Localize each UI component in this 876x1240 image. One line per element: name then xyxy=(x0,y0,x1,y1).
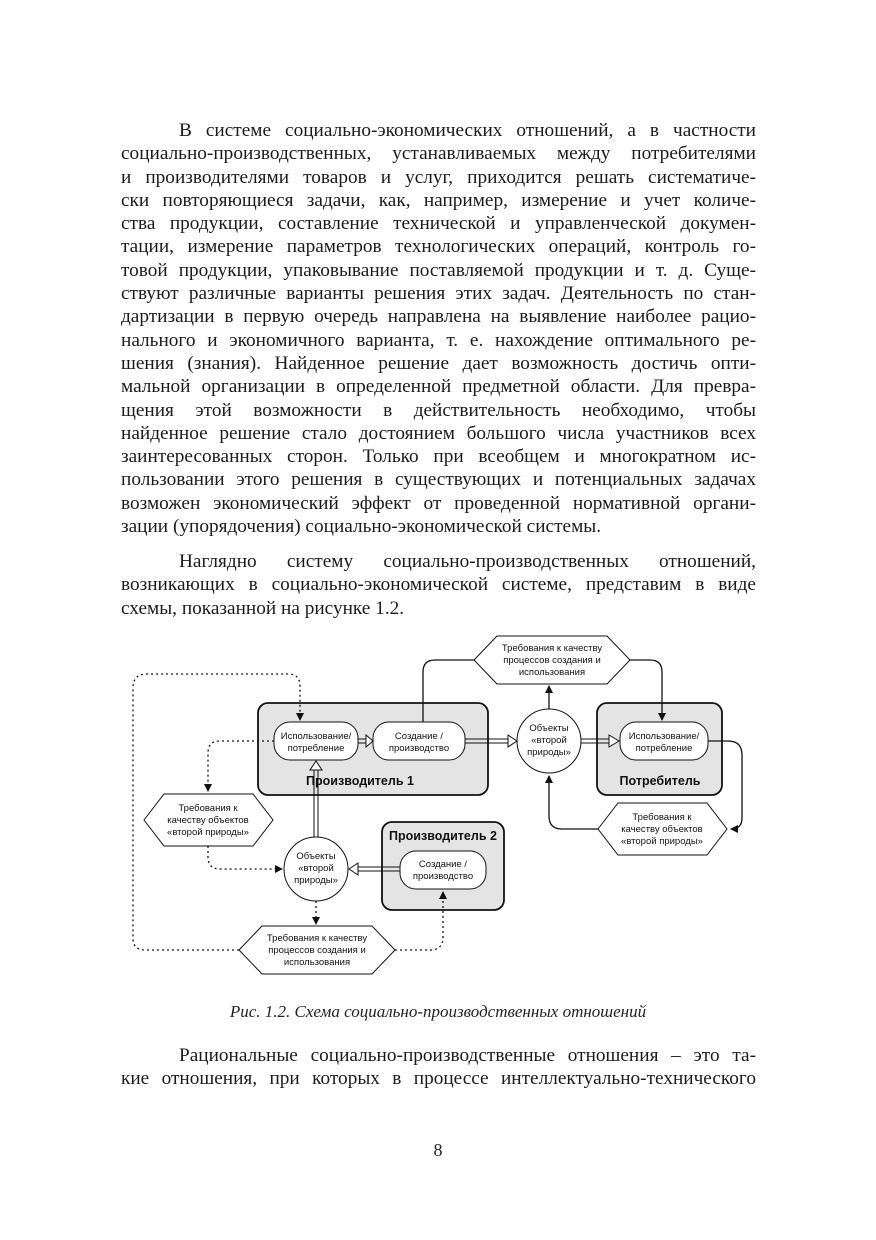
create-produce-box-2 xyxy=(400,851,486,889)
req-objects-right-line1: Требования к xyxy=(632,812,692,823)
create-produce-1-line1: Создание / xyxy=(394,731,444,742)
text-line: зации (упорядочения) социально-экономической системы. xyxy=(121,516,602,538)
use-consume-box-1 xyxy=(274,722,358,760)
text-line: мальной организации в определенной предметной области. Для превра- xyxy=(121,376,756,398)
objects-lower-line2: «второй xyxy=(298,863,334,874)
hex-req-objects-left xyxy=(144,794,273,846)
req-objects-left-line2: качеству объектов xyxy=(167,815,249,826)
objects-circle-lower xyxy=(284,837,348,901)
paragraph-3 xyxy=(121,1044,756,1091)
text-line: заинтересованных сторон. Только при всеобщем и многократном ис- xyxy=(121,446,756,468)
objects-lower-line1: Объекты xyxy=(296,851,336,862)
text-line: Рациональные социально-производственные отношения – это та- xyxy=(179,1045,756,1066)
req-process-bottom-line3: использования xyxy=(283,957,351,968)
text-line: В системе социально-экономических отношений, а в частности xyxy=(179,120,756,141)
objects-center-line3: природы» xyxy=(527,747,571,758)
text-line: кие отношения, при которых в процессе интеллектуально-технического xyxy=(121,1068,756,1090)
producer-2-title: Производитель 2 xyxy=(389,829,497,843)
text-line: щения этой возможности в действительность необходимо, чтобы xyxy=(121,399,756,421)
req-process-top-line1: Требования к качеству xyxy=(501,643,603,654)
text-line: и производителями товаров и услуг, приходится решать систематиче- xyxy=(121,166,756,188)
use-consume-consumer-line1: Использование/ xyxy=(628,731,700,742)
text-line: ства продукции, составление технической и управленческой докумен- xyxy=(121,213,756,235)
hex-req-process-bottom xyxy=(239,926,395,974)
text-line: нального и экономичного варианта, т. е. нахождение оптимального ре- xyxy=(121,329,756,351)
text-line: ски повторяющиеся задачи, как, например, измерение и учет количе- xyxy=(121,189,756,211)
text-line: Наглядно систему социально-производственных отношений, xyxy=(179,551,756,572)
req-process-top-line2: процессов создания и xyxy=(503,655,601,666)
req-objects-left-line1: Требования к xyxy=(178,803,238,814)
use-consume-box-consumer xyxy=(620,722,708,760)
create-produce-1-line2: производство xyxy=(388,743,450,754)
figure-caption: Рис. 1.2. Схема социально-производственных отношений xyxy=(229,1002,647,1021)
text-line: шения (знания). Найденное решение дает возможность достичь опти- xyxy=(121,352,756,374)
text-line: социально-производственных, устанавливаемых между потребителями xyxy=(121,143,756,165)
objects-center-line2: «второй xyxy=(531,735,567,746)
req-objects-right-line2: качеству объектов xyxy=(621,824,703,835)
text-line: тации, измерение параметров технологических операций, контроль го- xyxy=(121,236,756,258)
consumer-title: Потребитель xyxy=(619,774,701,788)
objects-center-line1: Объекты xyxy=(529,723,569,734)
text-line: возникающих в социально-экономической системе, представим в виде xyxy=(121,574,756,596)
hex-req-process-top xyxy=(474,636,630,684)
hex-req-objects-right xyxy=(598,803,727,855)
text-line: схемы, показанной на рисунке 1.2. xyxy=(121,597,405,619)
create-produce-box-1 xyxy=(373,722,465,760)
create-produce-2-line2: производство xyxy=(412,871,474,882)
text-line: найденное решение стало достоянием большого числа участников всех xyxy=(121,422,756,444)
use-consume-consumer-line2: потребление xyxy=(635,743,693,754)
text-line: возможен экономический эффект от проведенной нормативной органи- xyxy=(121,492,756,514)
req-objects-right-line3: «второй природы» xyxy=(621,836,703,847)
req-process-bottom-line2: процессов создания и xyxy=(268,945,366,956)
objects-lower-line3: природы» xyxy=(294,875,338,886)
use-consume-1-line1: Использование/ xyxy=(280,731,352,742)
text-line: ствуют различные варианты решения этих задач. Деятельность по стан- xyxy=(121,283,756,305)
text-line: дартизации в первую очередь направлена на выявление наиболее рацио- xyxy=(121,306,756,328)
req-objects-left-line3: «второй природы» xyxy=(167,827,249,838)
objects-circle-center xyxy=(517,709,581,773)
req-process-bottom-line1: Требования к качеству xyxy=(266,933,368,944)
page-number: 8 xyxy=(433,1140,443,1160)
text-line: товой продукции, упаковывание поставляемой продукции и т. д. Суще- xyxy=(121,259,756,281)
text-line: пользовании этого решения в существующих и потенциальных задачах xyxy=(121,469,756,491)
producer-1-title: Производитель 1 xyxy=(306,774,414,788)
use-consume-1-line2: потребление xyxy=(287,743,345,754)
req-process-top-line3: использования xyxy=(518,667,586,678)
create-produce-2-line1: Создание / xyxy=(418,859,468,870)
